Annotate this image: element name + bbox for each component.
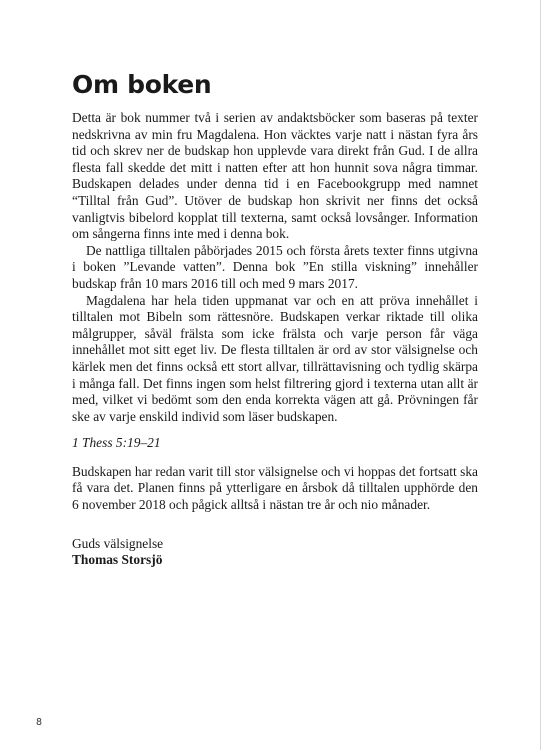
page-body <box>72 110 478 569</box>
paragraph-testing: Magdalena har hela tiden uppmanat var och en att pröva innehållet i tilltalen mot Bibeln som rättesnöre. Budskapen verkar riktade till olika målgrupper, såväl frälsta som icke frälsta och varje person får väga innehållet mot sitt eget liv. De flesta tilltalen är ord av stor välsignelse och kärlek men det finns också ett stort allvar, tillrättavisning och tydlig skärpa i många fall. Det finns ingen som helst filtrering gjord i texterna utan allt är med, vilket vi bedömt som den enda korrekta vägen att gå. Prövningen får ske av varje enskild individ som läser budskapen. <box>72 292 478 424</box>
bible-reference: 1 Thess 5:19–21 <box>72 435 161 451</box>
page-number: 8 <box>36 717 43 728</box>
paragraph-history: De nattliga tilltalen påbörjades 2015 och första årets texter finns utgivna i boken ”Levande vatten”. Denna bok ”En stilla viskning” innehåller budskap från 10 mars 2016 till och med 9 mars 2017. <box>72 242 478 291</box>
author-signature: Thomas Storsjö <box>72 552 163 568</box>
page-heading: Om boken <box>72 70 212 99</box>
paragraph-intro: Detta är bok nummer två i serien av andaktsböcker som baseras på texter nedskrivna av min fru Magdalena. Hon väcktes varje natt i nästan fyra års tid och skrev ner de budskap hon upplevde vara direkt från Gud. I de allra flesta fall skedde det mitt i natten efter att hon hunnit sova några timmar. Budskapen delades under denna tid i en Facebookgrupp med namnet “Tilltal från Gud”. Utöver de budskap hon skrivit ner finns det också vanligtvis bibelord kopplat till texterna, samt också lovsånger. Information om sångerna finns inte med i denna bok. <box>72 110 478 242</box>
greeting-line: Guds välsignelse <box>72 535 164 551</box>
paragraph-closing: Budskapen har redan varit till stor välsignelse och vi hoppas det fortsatt ska få vara det. Planen finns på ytterligare en årsbok då tilltalen upphörde den 6 november 2018 och pågick alltså i nästan tre år och nio månader. <box>72 463 478 513</box>
